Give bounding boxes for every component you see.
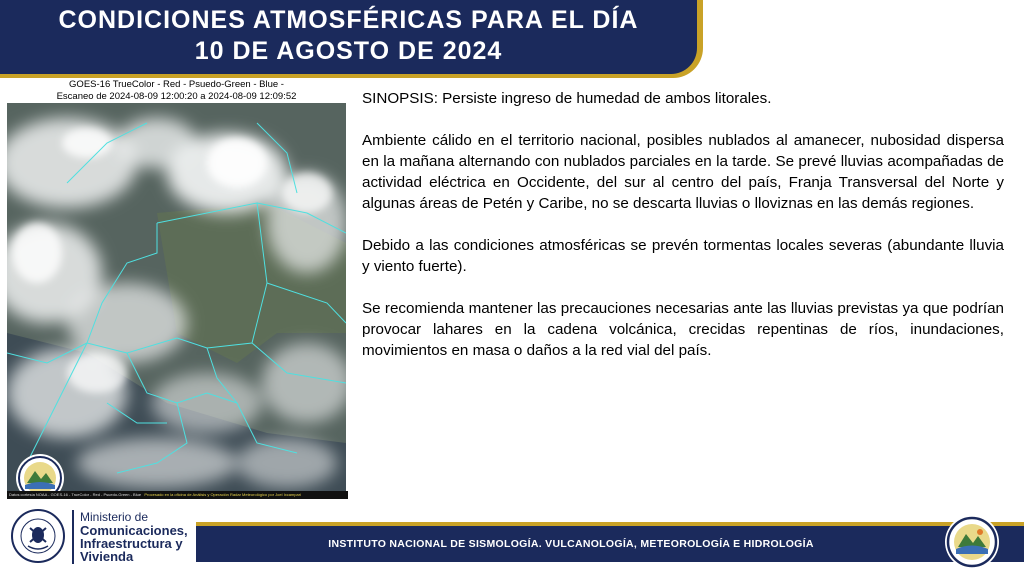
forecast-paragraph-2: Debido a las condiciones atmosféricas se prevén tormentas locales severas (abundante lluvia y viento fuerte). (362, 237, 1004, 275)
ministry-name (80, 511, 188, 563)
satellite-credit: Datos cortesía NOAA - GOES-16 - TrueColor - Red - Psuedo-Green - Blue (9, 492, 142, 497)
forecast-paragraph-3: Se recomienda mantener las precauciones necesarias ante las lluvias previstas ya que podrían provocar lahares en la cadena volcánica, crecidas repentinas de ríos, inundaciones, movimientos en masa o daños a la red vial del país. (362, 300, 1004, 359)
satellite-map (7, 103, 346, 493)
satellite-panel (7, 79, 346, 499)
page-date: 10 DE AGOSTO DE 2024 (194, 37, 503, 65)
satellite-image (7, 103, 346, 493)
ministry-line-3: Infraestructura y (80, 536, 183, 551)
ministry-line-1: Ministerio de (80, 510, 149, 524)
insivumeh-logo-icon (944, 514, 1000, 570)
synopsis: SINOPSIS: Persiste ingreso de humedad de ambos litorales. (362, 90, 772, 107)
satellite-footer (7, 491, 348, 499)
page-title: CONDICIONES ATMOSFÉRICAS PARA EL DÍA (58, 6, 639, 34)
forecast-paragraph-1: Ambiente cálido en el territorio nacional, posibles nublados al amanecer, nubosidad dispersa en la mañana alternando con nublados parciales en la tarde. Se prevé lluvias acompañadas de actividad eléctrica en Occidente, del sur al centro del país, Franja Transversal del Norte y algunas áreas de Petén y Caribe, no se descarta lluvias o lloviznas en las demás regiones. (362, 132, 1004, 212)
institute-name: INSTITUTO NACIONAL DE SISMOLOGÍA. VULCANOLOGÍA, METEOROLOGÍA E HIDROLOGÍA (328, 538, 814, 550)
header-banner (0, 0, 697, 74)
satellite-processing-credit: Procesado en la oficina de Análisis y Operación Radar Meteorológico por Joel Ixcampari (144, 492, 301, 497)
forecast-text (362, 88, 1004, 382)
satellite-caption (7, 79, 346, 103)
ministry-line-2: Comunicaciones, (80, 523, 188, 538)
ministry-divider (72, 510, 74, 564)
satellite-caption-line2: Escaneo de 2024-08-09 12:00:20 a 2024-08-09 12:09:52 (56, 91, 297, 102)
insivumeh-seal-icon (15, 453, 65, 493)
satellite-caption-line1: GOES-16 TrueColor - Red - Psuedo-Green - Blue - (69, 79, 284, 90)
guatemala-government-seal-icon (10, 508, 66, 564)
ministry-line-4: Vivienda (80, 549, 134, 564)
